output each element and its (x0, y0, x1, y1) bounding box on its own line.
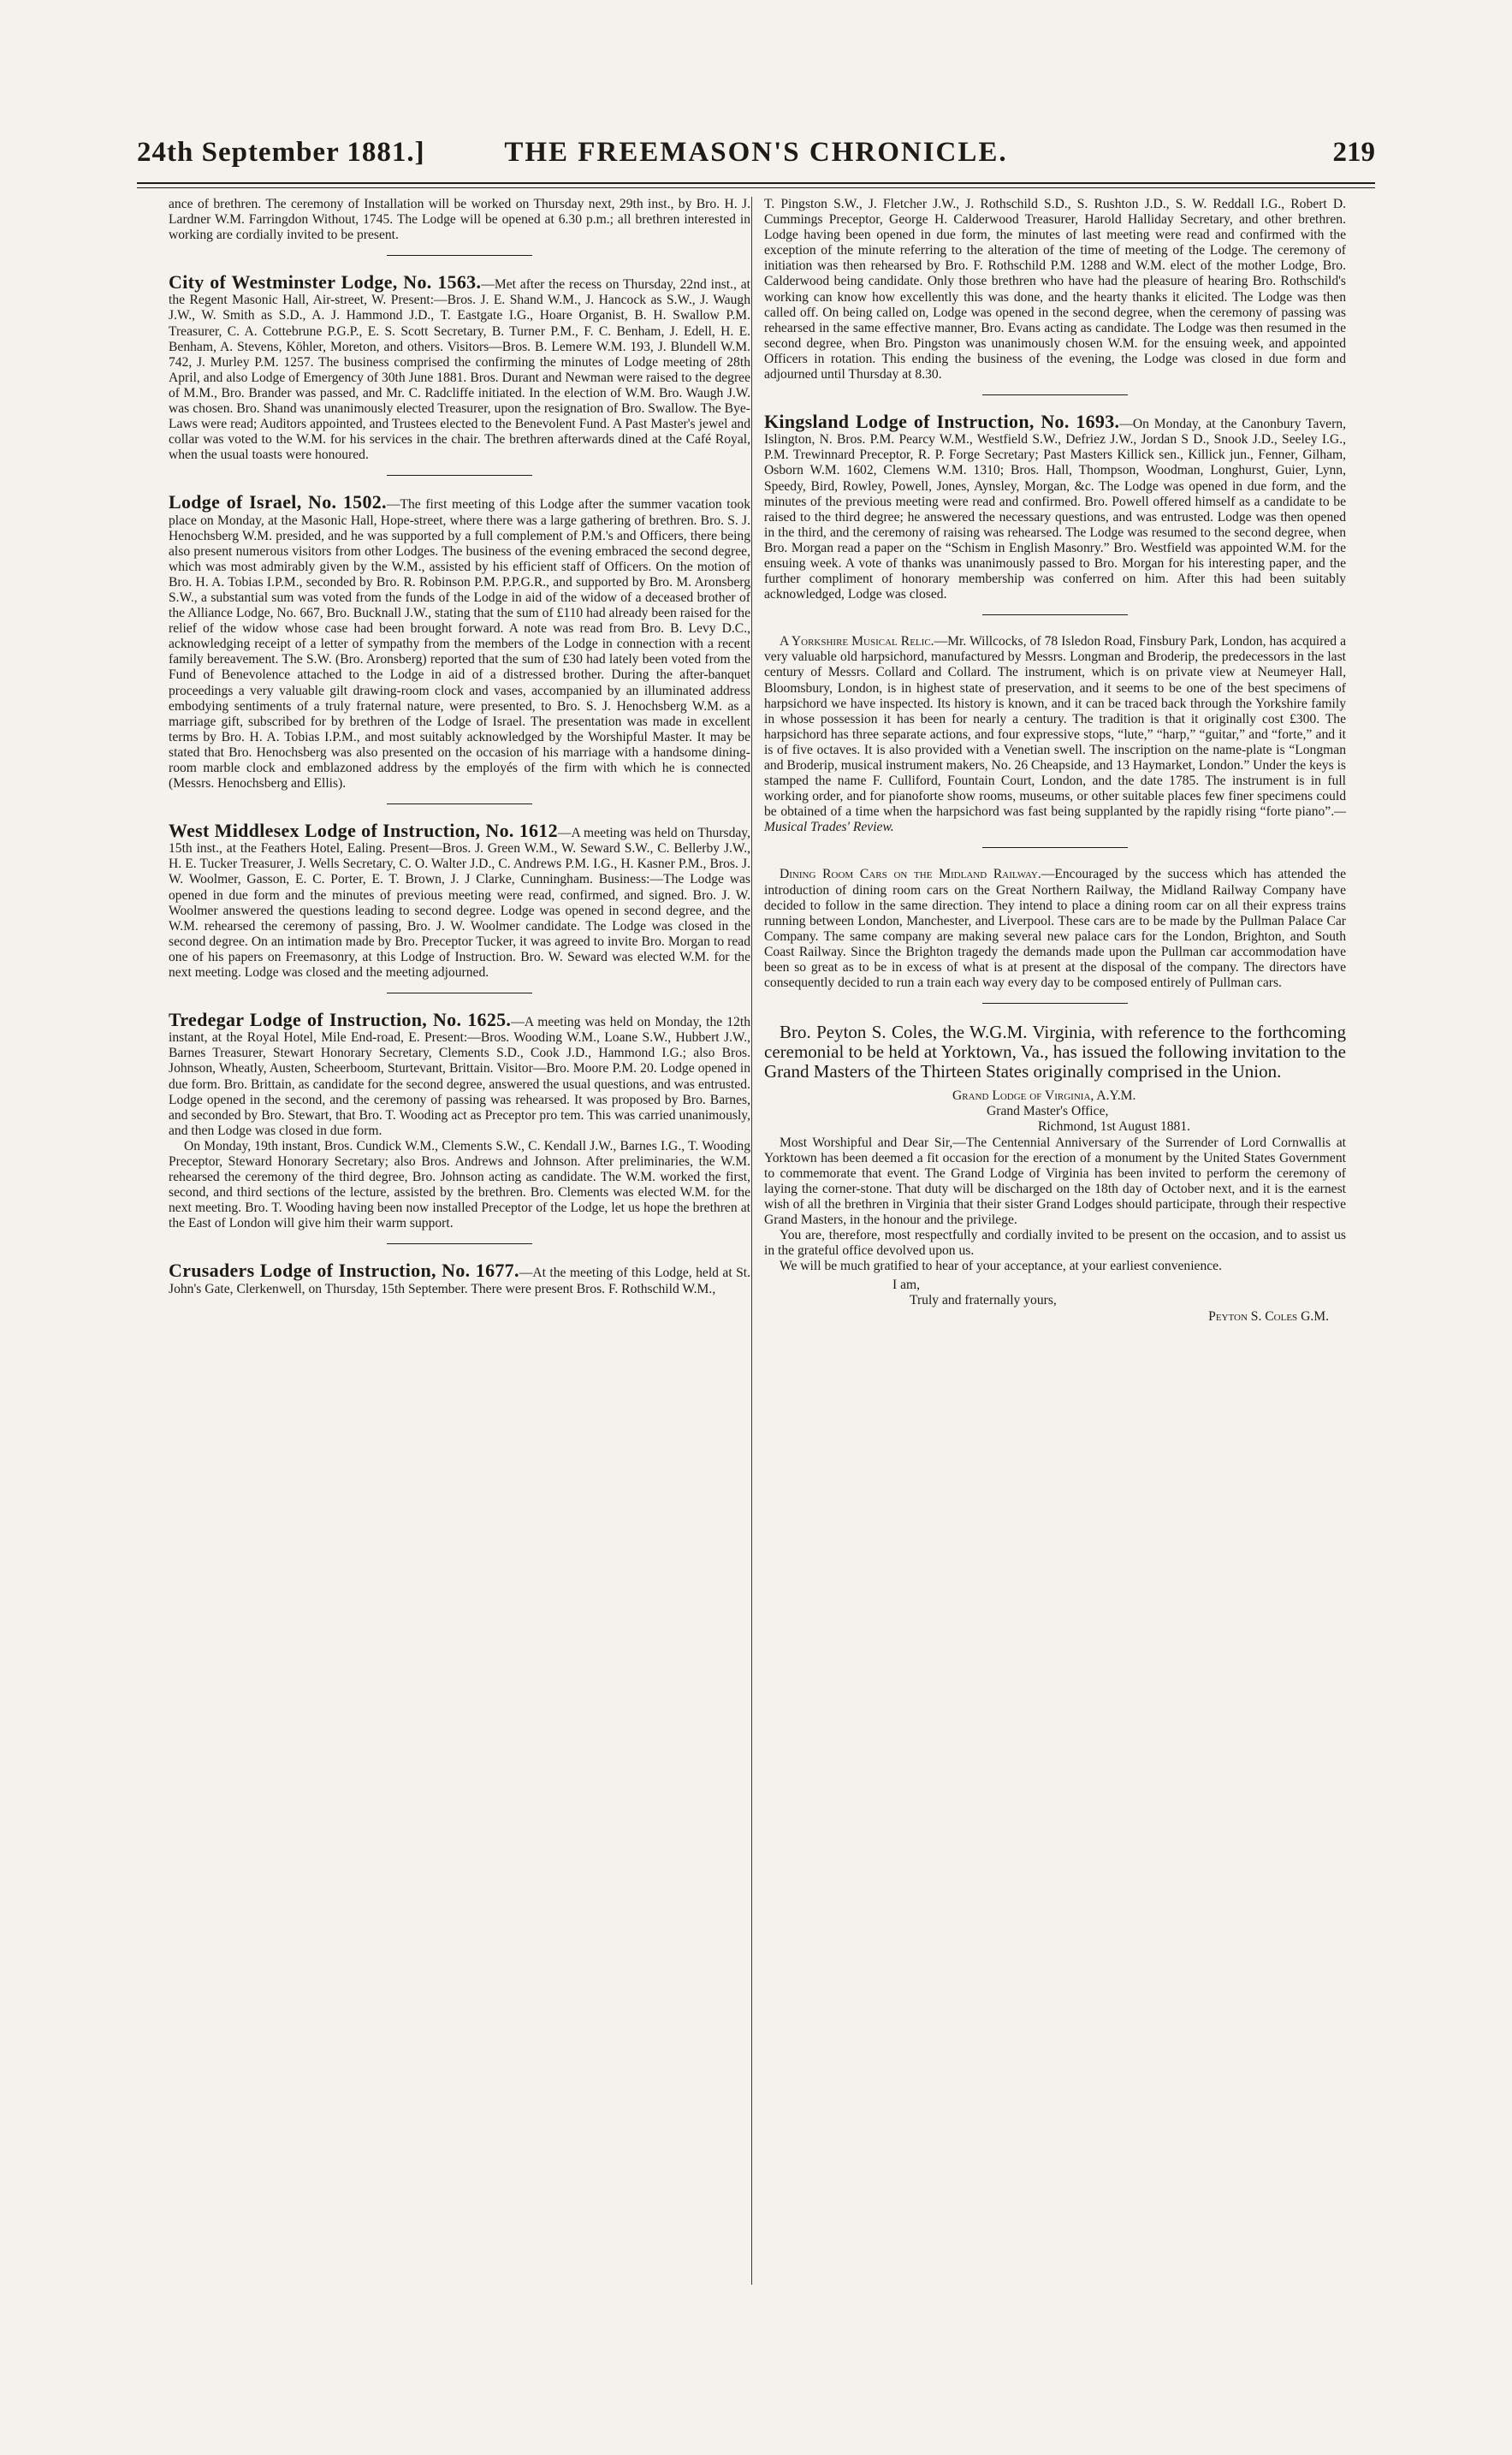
article-tredegar (169, 1009, 750, 1231)
article-crusaders (169, 1260, 750, 1296)
letter-closing-line: I am, (892, 1278, 921, 1293)
separator-rule (387, 255, 532, 256)
article-west-middlesex (169, 820, 750, 981)
article-heading: Crusaders Lodge of Instruction, No. 1677. (169, 1260, 519, 1282)
article-text: —Met after the recess on Thursday, 22nd inst., at the Regent Masonic Hall, Air-street, W. Present:—Bros. J. E. Shand W.M., J. Hancock as S.W., J. Waugh J.W., W. Smith as S.D., A. J. Hammond J.D., T. Eastgate I.G., Hoare Organist, B. H. Swallow P.M. Treasurer, C. A. Cottebrune P.G.P., E. S. Scott Secretary, B. Turner P.M., F. C. Benham, J. Edell, H. E. Benham, A. Stevens, Köhler, Moreton, and others. Visitors—Bros. B. Lemere W.M. 193, J. Blundell W.M. 742, J. Murley P.M. 1257. The business comprised the confirming the minutes of Lodge meeting of 28th April, and also Lodge of Emergency of 30th June 1881. Bros. Durant and Newman were raised to the degree of M.M., Bro. Brander was passed, and Mr. C. Radcliffe initiated. In the election of W.M. Bro. Waugh J.W. was chosen. Bro. Shand was unanimously elected Treasurer, upon the resignation of Bro. Swallow. The Bye-Laws were read; Auditors appointed, and Trustees elected to the Benevolent Fund. A Past Master's jewel and collar was voted to the W.M. for his services in the chair. The brethren afterwards dined at the Café Royal, when the usual toasts were honoured. (169, 277, 750, 463)
letter-paragraph: We will be much gratified to hear of your acceptance, at your earliest convenience. (780, 1259, 1222, 1274)
page-header (137, 137, 1375, 180)
article-text: —Mr. Willcocks, of 78 Isledon Road, Finsbury Park, London, has acquired a very valuable old harpsichord, manufactured by Messrs. Longman and Broderip, the predecessors in the last century of Messrs. Collard and Collard. The instrument, which is on private view at Neumeyer Hall, Bloomsbury, London, is in highest state of preservation, and it seems to be one of the best specimens of harpsichord we have inspected. Its history is known, and it can be traced back through the Yorkshire family in whose possession it has been for nearly a century. The tradition is that it originally cost £300. The harpsichord has three separate actions, and four expressive stops, “lute,” “harp,” “guitar,” and “forte,” and it is of five octaves. It is also provided with a Venetian swell. The inscription on the name-plate is “Longman and Broderip, musical instrument makers, No. 26 Cheapside, and 13 Haymarket, London.” Under the keys is stamped the name F. Culliford, Fountain Court, London, and the date 1785. The instrument is in full working order, and for pianoforte show rooms, museums, or other suitable places few finer specimens could be obtained of a time when the harpsichord was fast being supplanted by the rapidly rising “forte piano”. (764, 634, 1346, 820)
article-heading: City of Westminster Lodge, No. 1563. (169, 271, 482, 294)
separator-rule (982, 614, 1128, 615)
separator-rule (982, 394, 1128, 395)
letter-closing-line: Truly and fraternally yours, (910, 1293, 1057, 1308)
article-kingsland (764, 411, 1346, 602)
article-lead-text: Bro. Peyton S. Coles, the W.G.M. Virginia, with reference to the forthcoming ceremonial to be held at Yorktown, Va., has issued the following invitation to the Grand Masters of the Thirteen States originally comprised in the Union. (764, 1022, 1346, 1082)
separator-rule (982, 1003, 1128, 1004)
article-text: —A meeting was held on Monday, the 12th instant, at the Royal Hotel, Mile End-road, E. Present:—Bros. Wooding W.M., Loane S.W., Hubbert J.W., Barnes Treasurer, Stewart Honorary Secretary, Clements S.D., Cook J.D., Hammond I.G.; also Bros. Johnson, Wheatly, Austen, Scheerboom, Sturtevant, Brittain. Visitor—Bro. Moore P.M. 20. Lodge opened in due form. Bro. Brittain, as candidate for the second degree, answered the usual questions, and was entrusted. Lodge opened in the second, and the ceremony of passing was rehearsed. It was proposed by Bro. Barnes, and seconded by Bro. Stewart, that Bro. T. Wooding act as Preceptor pro tem. This was carried unanimously, and then Lodge was closed in due form. (169, 1015, 750, 1138)
article-heading: Dining Room Cars on the Midland Railway. (780, 867, 1041, 882)
article-coles-lead (764, 1023, 1346, 1082)
letter-address: Grand Lodge of Virginia, A.Y.M. (952, 1088, 1136, 1104)
separator-rule (387, 475, 532, 476)
article-text: —On Monday, at the Canonbury Tavern, Islington, N. Bros. P.M. Pearcy W.M., Westfield S.W., Defriez J.W., Jordan S D., Snook J.D., Seeley I.G., P.M. Trewinnard Preceptor, R. P. Forge Secretary; Past Masters Killick sen., Killick jun., Fenner, Gilham, Osborn W.M. 1602, Clemens W.M. 1310; Bros. Hall, Thompson, Woodman, Longhurst, Guier, Lynn, Speedy, Bird, Rowley, Powell, Jones, Aynsley, Morgan, &c. The Lodge was opened in due form, and the minutes of the previous meeting were read and confirmed. Bro. Powell offered himself as a candidate to be raised to the third degree; he answered the necessary questions, and was entrusted. Lodge was then opened in the third, and the ceremony of raising was rehearsed. The Lodge was resumed to the second degree, when Bro. Morgan read a paper on the “Schism in English Masonry.” Bro. Westfield was appointed W.M. for the ensuing week. A vote of thanks was unanimously passed to Bro. Morgan for his interesting paper, and the further compliment of honorary membership was conferred on him. After this had been suitably acknowledged, Lodge was closed. (764, 417, 1346, 602)
letter-paragraph: Most Worshipful and Dear Sir,—The Centennial Anniversary of the Surrender of Lord Cornwallis at Yorktown has been deemed a fit occasion for the erection of a monument by the United States Government to commemorate that event. The Grand Lodge of Virginia has been invited to perform the ceremony of laying the corner-stone. That duty will be discharged on the 18th day of October next, and it is the earnest wish of all the brethren in Virginia that their sister Grand Lodges should participate, through their respective Grand Masters, in the honour and the privilege. (764, 1135, 1346, 1227)
article-continuation (169, 197, 750, 243)
article-heading: A Yorkshire Musical Relic. (780, 634, 934, 649)
article-text: On Monday, 19th instant, Bros. Cundick W.M., Clements S.W., C. Kendall J.W., Barnes I.G., T. Wooding Preceptor, Steward Honorary Secretary; also Bros. Andrews and Johnson. After preliminaries, the W.M. rehearsed the ceremony of the third degree, Bro. Johnson acting as candidate. The W.M. worked the first, second, and third sections of the lecture, assisted by the brethren. Bro. Clements was elected W.M. for the next meeting. Bro. T. Wooding having been now installed Preceptor of the Lodge, let us hope the brethren at the East of London will give him their warm support. (169, 1138, 750, 1231)
letter-closing (764, 1278, 1346, 1324)
page-number: 219 (1332, 137, 1375, 168)
article-heading: Kingsland Lodge of Instruction, No. 1693. (764, 411, 1120, 433)
article-crusaders-continued (764, 197, 1346, 382)
article-dining-cars (764, 867, 1346, 991)
article-text: —Encouraged by the success which has attended the introduction of dining room cars on the Great Northern Railway, the Midland Railway Company have decided to follow in the same direction. They intend to place a dining room car on all their express trains running between London, Manchester, and Liverpool. These cars are to be made by the Pullman Palace Car Company. The same company are making several new palace cars for the London, Brighton, and South Coast Railway. Since the Brighton tragedy the demands made upon the Pullman car accommodation have been so great as to be in excess of what is at present at the disposal of the company. The directors have consequently decided to run a train each way every day to be composed entirely of Pullman cars. (764, 867, 1346, 991)
article-source: —Musical Trades' Review. (764, 804, 1346, 835)
article-text: ance of brethren. The ceremony of Installation will be worked on Thursday next, 29th inst., by Bro. H. J. Lardner W.M. Farringdon Without, 1745. The Lodge will be opened at 6.30 p.m.; all brethren interested in working are cordially invited to be present. (169, 197, 750, 243)
article-westminster (169, 271, 750, 463)
article-heading: Lodge of Israel, No. 1502. (169, 491, 387, 513)
letter-paragraph: You are, therefore, most respectfully and cordially invited to be present on the occasion, and to assist us in the grateful office devolved upon us. (764, 1228, 1346, 1259)
article-heading: West Middlesex Lodge of Instruction, No. 1612 (169, 820, 558, 842)
article-text: —A meeting was held on Thursday, 15th inst., at the Feathers Hotel, Ealing. Present—Bros. J. Green W.M., W. Seward S.W., C. Bellerby J.W., H. E. Tucker Treasurer, J. Wells Secretary, C. O. Walter J.D., C. Andrews P.M. I.G., H. Kasner P.M., Bros. J. W. Woolmer, Gasson, E. C. Porter, E. T. Brown, J. J Clarke, Cunningham. Business:—The Lodge was opened in due form and the minutes of previous meeting were read, confirmed, and signed. Bro. J. W. Woolmer answered the questions leading to second degree. Lodge was opened in second degree, and the W.M. rehearsed the ceremony of passing, Bro. J. W. Woolmer candidate. The Lodge was closed in the second degree. On an intimation made by Bro. Preceptor Tucker, it was agreed to invite Bro. Morgan to read one of his papers on Freemasonry, at this Lodge of Instruction. Bro. W. Seward was elected W.M. for the next meeting. Lodge was closed and the meeting adjourned. (169, 826, 750, 981)
letter-address: Grand Master's Office, (987, 1104, 1109, 1119)
separator-rule (982, 847, 1128, 848)
column-divider (751, 197, 752, 2285)
letter-signature: Peyton S. Coles G.M. (1208, 1308, 1329, 1324)
article-text: —The first meeting of this Lodge after the summer vacation took place on Monday, at the Masonic Hall, Hope-street, where there was a large gathering of brethren. Bro. S. J. Henochsberg W.M. presided, and he was supported by a full complement of P.M.'s and Officers, there being also present numerous visitors from other Lodges. The business of the evening embraced the second degree, which was most admirably given by the W.M., assisted by his efficient staff of Officers. On the motion of Bro. H. A. Tobias I.P.M., seconded by Bro. R. Robinson P.M. P.P.G.R., and supported by Bro. M. Aronsberg S.W., a substantial sum was voted from the funds of the Lodge in aid of the widow of a deceased brother of the Alliance Lodge, No. 667, Bro. Bucknall J.W., stating that the sum of £110 had already been raised for the relief of the widow whose case had been brought forward. A note was read from Bro. B. Levy D.C., acknowledging receipt of a letter of sympathy from the members of the Lodge in connection with a recent family bereavement. The S.W. (Bro. Aronsberg) reported that the sum of £30 had lately been voted from the Fund of Benevolence attached to the Lodge in aid of a distressed brother. During the after-banquet proceedings a very valuable gilt drawing-room clock and vases, accompanied by an illuminated address embodying sentiments of a truly fraternal nature, were presented, to Bro. S. J. Henochsberg W.M. as a marriage gift, subscribed for by brethren of the Lodge of Israel. The presentation was made in excellent terms by Bro. H. A. Tobias I.P.M., and most suitably acknowledged by the Worshipful Master. It may be stated that Bro. Henochsberg was also presented on the occasion of his marriage with a handsome dining-room marble clock and emblazoned address by the employés of the firm with which he is connected (Messrs. Henochsberg and Ellis). (169, 497, 751, 792)
article-heading: Tredegar Lodge of Instruction, No. 1625. (169, 1009, 512, 1031)
letter (764, 1088, 1346, 1324)
header-rule-thin (137, 187, 1375, 188)
right-column (764, 197, 1346, 1331)
article-text: —At the meeting of this Lodge, held at St. John's Gate, Clerkenwell, on Thursday, 15th September. There were present Bros. F. Rothschild W.M., (169, 1266, 750, 1296)
article-text: T. Pingston S.W., J. Fletcher J.W., J. Rothschild S.D., S. Rushton J.D., S. W. Reddall I.G., Robert D. Cummings Preceptor, George H. Calderwood Treasurer, Harold Halliday Secretary, and other brethren. Lodge having been opened in due form, the minutes of last meeting were read and confirmed with the exception of the minute referring to the alteration of the time of meeting of the Lodge. The ceremony of initiation was then rehearsed by Bro. F. Rothschild P.M. 1288 and W.M. elect of the mother Lodge, Bro. Calderwood being candidate. Only those brethren who have had the pleasure of hearing Bro. Rothschild's working can know how excellently this was done, and the hearty thanks it elicited. The Lodge was then called off. On being called on, Lodge was opened in the second degree, when the ceremony of passing was rehearsed in the same effective manner, Bro. Evans acting as candidate. The Lodge was then resumed in the second degree, when Bro. Pingston was unanimously chosen W.M. for the ensuing week, and appointed Officers in rotation. This ending the business of the evening, the Lodge was closed in due form and adjourned until Thursday at 8.30. (764, 197, 1346, 382)
article-israel (169, 491, 751, 792)
separator-rule (387, 1243, 532, 1244)
letter-date: Richmond, 1st August 1881. (1038, 1119, 1191, 1135)
issue-date: 24th September 1881.] (137, 137, 425, 168)
article-yorkshire-relic (764, 634, 1346, 835)
masthead-title: THE FREEMASON'S CHRONICLE. (504, 137, 1008, 168)
left-column (169, 197, 750, 1304)
header-rule (137, 182, 1375, 184)
